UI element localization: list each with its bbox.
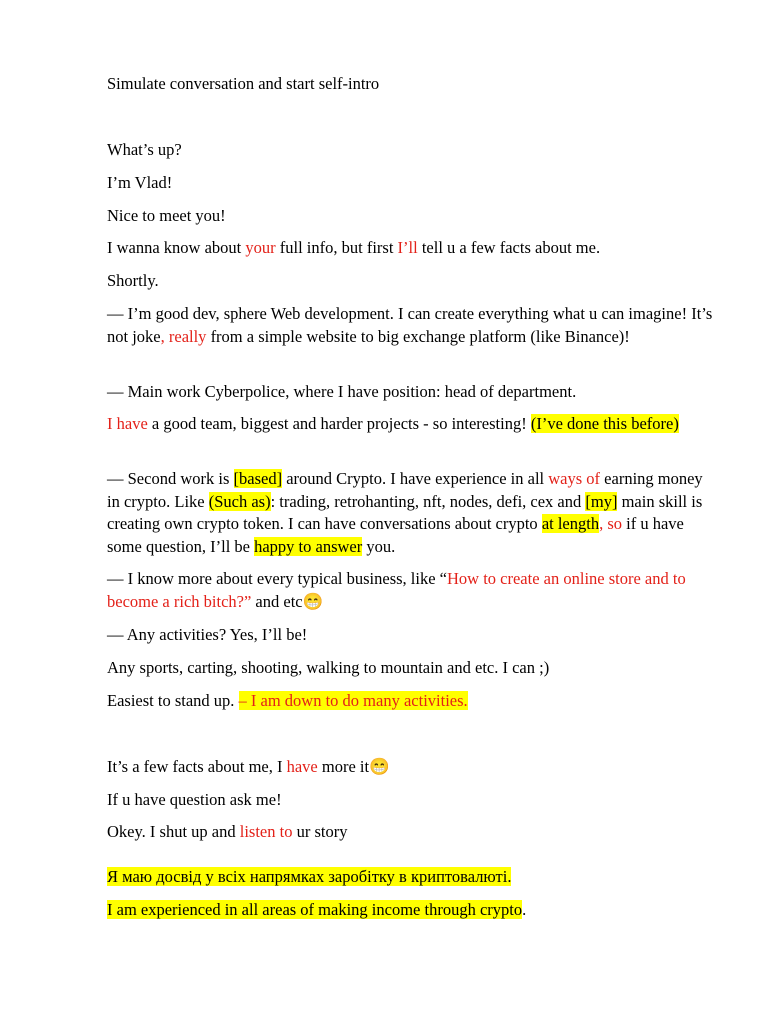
para-ask: If u have question ask me! xyxy=(107,790,282,809)
para-stand-up: Easiest to stand up. – I am down to do many activities. xyxy=(107,691,468,710)
para-sports: Any sports, carting, shooting, walking to mountain and etc. I can ;) xyxy=(107,658,550,677)
grinning-face-icon: 😁 xyxy=(302,591,324,611)
para-nice: Nice to meet you! xyxy=(107,206,226,225)
para-shut-up: Okey. I shut up and listen to ur story xyxy=(107,822,348,841)
para-business: — I know more about every typical business, like “How to create an online store and to become a rich bitch?” and etc😁 xyxy=(107,569,686,611)
para-im-vlad: I’m Vlad! xyxy=(107,173,173,192)
para-english: I am experienced in all areas of making income through crypto. xyxy=(107,900,527,919)
para-main-work: — Main work Cyberpolice, where I have position: head of department. xyxy=(107,382,577,401)
doc-title: Simulate conversation and start self-intro xyxy=(107,74,380,93)
para-team: I have a good team, biggest and harder projects - so interesting! (I’ve done this before) xyxy=(107,414,679,433)
para-whats-up: What’s up? xyxy=(107,140,182,159)
para-shortly: Shortly. xyxy=(107,271,159,290)
grinning-face-icon: 😁 xyxy=(369,757,390,776)
para-second-work: — Second work is [based] around Crypto. I have experience in all ways of earning money in crypto. Like (Such as): trading, retrohanting, nft, nodes, defi, cex and [my] main skill is creating own crypto token. I can have conversations about crypto at length, so if u have some question, I’ll be happy to answer you. xyxy=(107,469,703,556)
para-dev: — I’m good dev, sphere Web development. I can create everything what u can imagine! It’s not joke, really from a simple website to big exchange platform (like Binance)! xyxy=(107,304,713,346)
para-ukrainian: Я маю досвід у всіх напрямках заробітку в криптовалюті. xyxy=(107,867,512,886)
para-wanna-know: I wanna know about your full info, but first I’ll tell u a few facts about me. xyxy=(107,238,601,257)
para-activities: — Any activities? Yes, I’ll be! xyxy=(107,625,308,644)
para-facts: It’s a few facts about me, I have more it😁 xyxy=(107,757,390,776)
